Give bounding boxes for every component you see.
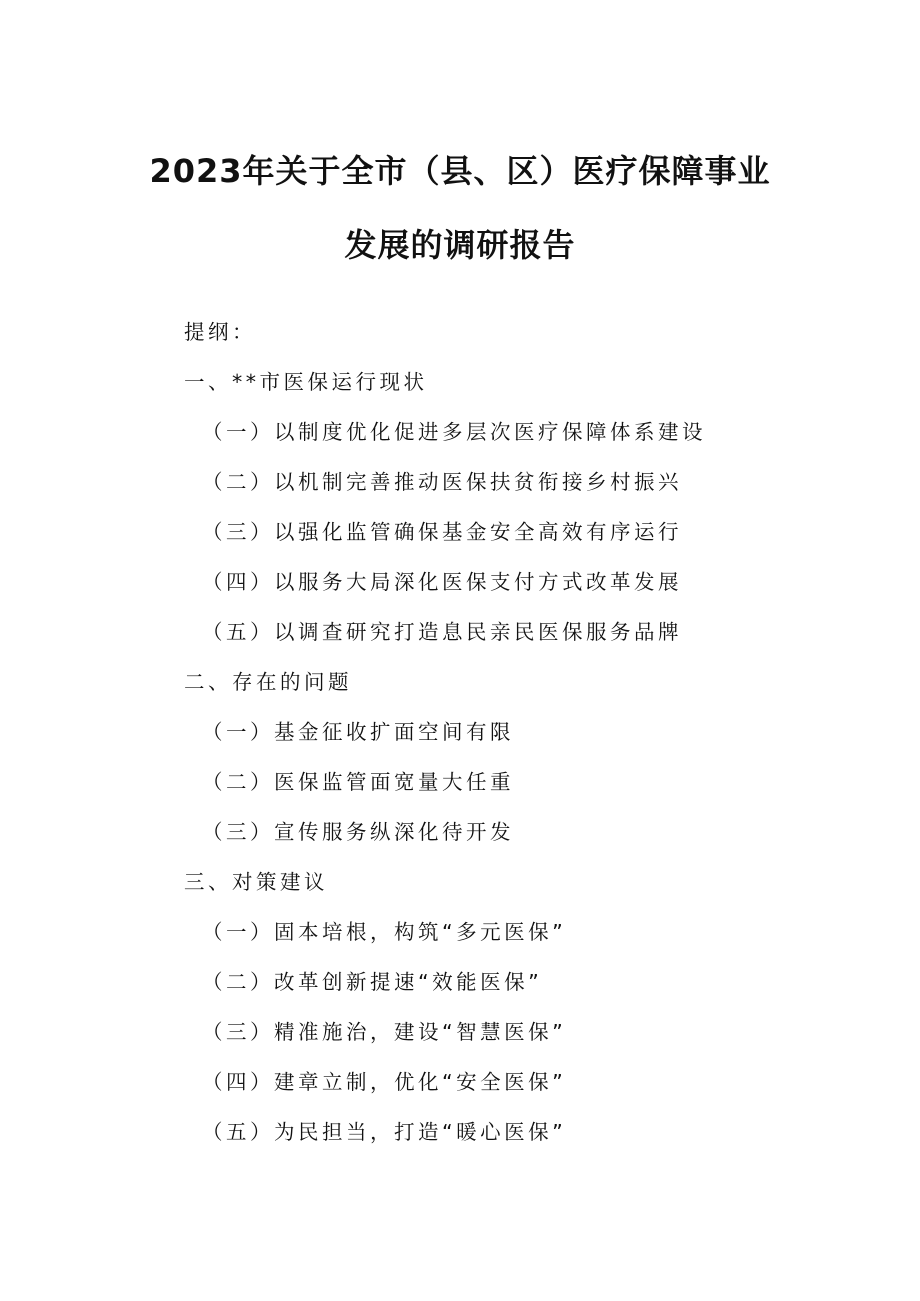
section-item: （二）以机制完善推动医保扶贫衔接乡村振兴: [202, 470, 682, 494]
section-item: （二）医保监管面宽量大任重: [202, 770, 514, 794]
section-item: （三）以强化监管确保基金安全高效有序运行: [202, 520, 682, 544]
section-item: （二）改革创新提速“效能医保”: [202, 970, 543, 994]
section-heading: 三、对策建议: [184, 870, 328, 894]
section-item: （三）精准施治，建设“智慧医保”: [202, 1020, 567, 1044]
document-title-line-1: 2023年关于全市（县、区）医疗保障事业: [149, 152, 771, 190]
section-item: （五）为民担当，打造“暖心医保”: [202, 1120, 567, 1144]
section-item: （一）固本培根，构筑“多元医保”: [202, 920, 567, 944]
section-item: （三）宣传服务纵深化待开发: [202, 820, 514, 844]
section-item: （一）以制度优化促进多层次医疗保障体系建设: [202, 420, 706, 444]
section-item: （四）建章立制，优化“安全医保”: [202, 1070, 567, 1094]
section-heading: 一、**市医保运行现状: [184, 370, 428, 394]
outline-label: 提纲：: [184, 320, 256, 344]
section-item: （一）基金征收扩面空间有限: [202, 720, 514, 744]
document-title-line-2: 发展的调研报告: [344, 226, 576, 264]
outline: [0, 312, 920, 1162]
section-heading: 二、存在的问题: [184, 670, 352, 694]
section-item: （五）以调查研究打造息民亲民医保服务品牌: [202, 620, 682, 644]
section-item: （四）以服务大局深化医保支付方式改革发展: [202, 570, 682, 594]
